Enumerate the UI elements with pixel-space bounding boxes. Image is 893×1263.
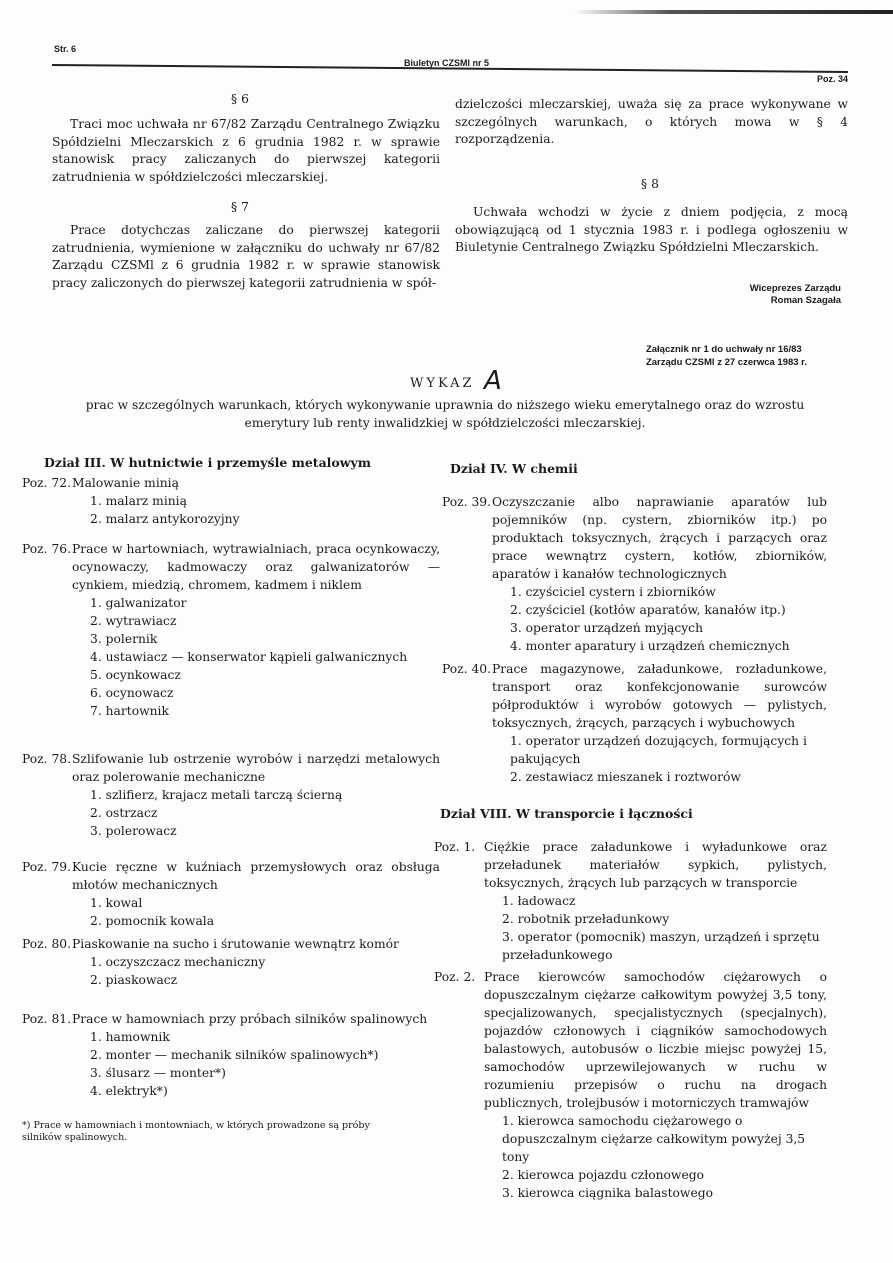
job-item: 1. szlifierz, krajacz metali tarczą ścierną	[90, 788, 343, 802]
job-item: 2. ostrzacz	[90, 806, 158, 820]
list-position	[22, 1010, 440, 1100]
job-item: 2. malarz antykorozyjny	[90, 512, 240, 526]
job-item: 3. operator urządzeń myjących	[510, 621, 703, 635]
job-item: 1. czyściciel cystern i zbiorników	[510, 585, 716, 599]
section-6-text: Traci moc uchwała nr 67/82 Zarządu Centralnego Związku Spółdzielni Mleczarskich z 6 grudnia 1982 r. w sprawie stanowisk pracy zaliczanych do pierwszej kategorii zatrudnienia w spółdzielczości mleczarskiej.	[52, 117, 440, 184]
list-position	[442, 660, 827, 786]
annex-line-1: Załącznik nr 1 do uchwały nr 16/83	[645, 344, 802, 355]
job-list	[510, 732, 827, 786]
section-8-text: Uchwała wchodzi w życie z dniem podjęcia, z mocą obowiązującą od 1 stycznia 1983 r. i podlega ogłoszeniu w Biuletynie Centralnego Związku Spółdzielni Mleczarskich.	[455, 205, 848, 254]
journal-title: Biuletyn CZSMl nr 5	[403, 58, 489, 68]
job-item: 2. pomocnik kowala	[90, 914, 215, 928]
job-item: 2. monter — mechanik silników spalinowych*)	[90, 1048, 379, 1062]
left-section-heading: Dział III. W hutnictwie i przemyśle metalowym	[44, 455, 372, 470]
job-list	[510, 583, 827, 655]
job-list	[502, 892, 827, 964]
section-6-heading: § 6	[231, 92, 249, 106]
position-text: Ciężkie prace załadunkowe i wyładunkowe oraz przeładunek materiałów sypkich, pylistych, toksycznych, żrących lub parzących w transporcie	[484, 840, 827, 890]
page-number: Str. 6	[54, 44, 77, 54]
position-label: Poz. 81.	[22, 1012, 72, 1026]
position-label: Poz. 40.	[442, 662, 492, 676]
section-7-continued: dzielczości mleczarskiej, uważa się za prace wykonywane w szczególnych warunkach, o których mowa w § 4 rozporządzenia.	[455, 97, 848, 146]
section-8-heading: § 8	[641, 177, 659, 191]
signature-role: Wiceprezes Zarządu	[749, 283, 841, 294]
job-item: 4. elektryk*)	[90, 1084, 168, 1098]
list-position	[22, 474, 440, 528]
job-list	[502, 1112, 827, 1202]
position-label: Poz. 72.	[22, 476, 72, 490]
job-item: 6. ocynowacz	[90, 686, 174, 700]
job-item: 2. zestawiacz mieszanek i roztworów	[510, 770, 741, 784]
job-item: 2. czyściciel (kotłów aparatów, kanałów itp.)	[510, 603, 786, 617]
position-label: Poz. 78.	[22, 752, 72, 766]
right-section-heading: Dział IV. W chemii	[450, 461, 578, 476]
position-text: Kucie ręczne w kuźniach przemysłowych oraz obsługa młotów mechanicznych	[72, 860, 440, 892]
list-position	[22, 750, 440, 840]
position-text: Szlifowanie lub ostrzenie wyrobów i narzędzi metalowych oraz polerowanie mechaniczne	[72, 752, 440, 784]
list-position	[442, 493, 827, 655]
job-item: 3. polernik	[90, 632, 158, 646]
job-item: 3. operator (pomocnik) maszyn, urządzeń i sprzętu przeładunkowego	[502, 930, 820, 962]
position-text: Prace w hartowniach, wytrawialniach, praca ocynkowaczy, ocynowaczy, kadmowaczy oraz galwanizatorów — cynkiem, miedzią, chromem, kadmem i niklem	[72, 542, 440, 592]
job-item: 3. kierowca ciągnika balastowego	[502, 1186, 714, 1200]
scan-artifact	[573, 10, 893, 14]
job-list	[90, 894, 440, 930]
position-label: Poz. 76.	[22, 542, 72, 556]
section-7-text: Prace dotychczas zaliczane do pierwszej kategorii zatrudnienia, wymienione w załączniku do uchwały nr 67/82 Zarządu CZSMl z 6 grudnia 1982 r. w sprawie stanowisk pracy zaliczonych do pierwszej kategorii zatrudnienia w spół-	[52, 223, 440, 290]
position-text: Prace magazynowe, załadunkowe, rozładunkowe, transport oraz konfekcjonowanie surowców półproduktów i wyrobów gotowych — pylistych, toksycznych, żrących, parzących i wybuchowych	[492, 662, 827, 730]
job-item: 2. robotnik przeładunkowy	[502, 912, 670, 926]
position-label: Poz. 79.	[22, 860, 72, 874]
job-item: 2. piaskowacz	[90, 973, 178, 987]
job-item: 3. polerowacz	[90, 824, 177, 838]
footnote: *) Prace w hamowniach i montowniach, w których prowadzone są próby silników spalinowych.	[22, 1120, 370, 1143]
position-label: Poz. 1.	[434, 840, 476, 854]
job-item: 1. kowal	[90, 896, 143, 910]
section-7-heading: § 7	[231, 200, 249, 214]
job-item: 1. ładowacz	[502, 894, 576, 908]
job-item: 4. ustawiacz — konserwator kąpieli galwanicznych	[90, 650, 408, 664]
signature	[750, 283, 841, 307]
position-number: Poz. 34	[816, 74, 848, 84]
list-position	[22, 858, 440, 930]
document-subtitle: prac w szczególnych warunkach, których wykonywanie uprawnia do niższego wieku emerytalnego oraz do wzrostu emerytury lub renty inwalidzkiej w spółdzielczości mleczarskiej.	[85, 398, 805, 430]
job-item: 1. operator urządzeń dozujących, formujących i pakujących	[510, 734, 807, 766]
job-item: 7. hartownik	[90, 704, 169, 718]
list-position	[434, 838, 827, 964]
position-text: Prace kierowców samochodów ciężarowych o dopuszczalnym ciężarze całkowitym powyżej 3,5 tony, specjalizowanych, specjalistycznych (specjalnych), pojazdów członowych i ciągników samochodowych balastowych, autobusów o liczbie miejsc powyżej 15, samochodów uprzewilejowanych w ruchu w rozumieniu przepisów o ruchu na drogach publicznych, trolejbusów i motorniczych tramwajów	[484, 970, 827, 1110]
job-item: 1. malarz minią	[90, 494, 187, 508]
right-section-heading-2: Dział VIII. W transporcie i łączności	[440, 806, 693, 821]
position-text: Malowanie minią	[72, 476, 179, 490]
job-item: 3. ślusarz — monter*)	[90, 1066, 226, 1080]
job-list	[90, 1028, 440, 1100]
annex-note	[646, 343, 807, 369]
job-item: 2. wytrawiacz	[90, 614, 177, 628]
job-item: 4. monter aparatury i urządzeń chemicznych	[510, 639, 790, 653]
list-position	[22, 935, 440, 989]
job-list	[90, 786, 440, 840]
job-list	[90, 594, 440, 720]
job-list	[90, 492, 440, 528]
job-item: 1. hamownik	[90, 1030, 170, 1044]
job-item: 1. galwanizator	[90, 596, 187, 610]
signature-name: Roman Szagała	[770, 295, 841, 306]
list-position	[434, 968, 827, 1202]
position-text: Prace w hamowniach przy próbach silników spalinowych	[72, 1012, 428, 1026]
job-item: 2. kierowca pojazdu członowego	[502, 1168, 704, 1182]
position-text: Oczyszczanie albo naprawianie aparatów lub pojemników (np. cystern, zbiorników itp.) po produktach toksycznych, żrących i parzących oraz prace wewnątrz cystern, kotłów, zbiorników, aparatów i kanałów technologicznych	[492, 495, 827, 581]
handwritten-mark: A	[484, 366, 502, 396]
job-item: 1. kierowca samochodu ciężarowego o dopuszczalnym ciężarze całkowitym powyżej 3,5 tony	[502, 1114, 806, 1164]
annex-line-2: Zarządu CZSMl z 27 czerwca 1983 r.	[645, 357, 807, 368]
job-item: 1. oczyszczacz mechaniczny	[90, 955, 266, 969]
position-label: Poz. 80.	[22, 937, 72, 951]
position-label: Poz. 2.	[434, 970, 476, 984]
job-list	[90, 953, 440, 989]
list-position	[22, 540, 440, 720]
position-text: Piaskowanie na sucho i śrutowanie wewnątrz komór	[72, 937, 399, 951]
document-title: WYKAZ	[410, 376, 475, 391]
position-label: Poz. 39.	[442, 495, 492, 509]
job-item: 5. ocynkowacz	[90, 668, 181, 682]
